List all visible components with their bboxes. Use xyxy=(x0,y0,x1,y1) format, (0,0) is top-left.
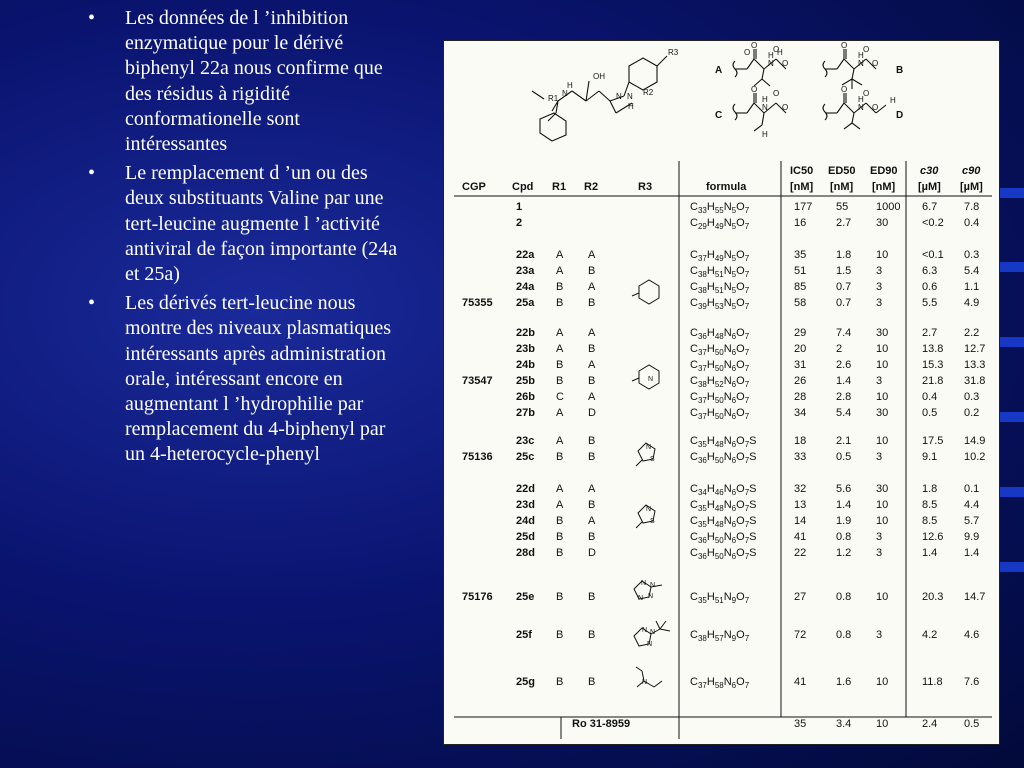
table-cell-formula: $C_{38}H_{51}N_5O_7$ xyxy=(690,265,750,280)
table-cell-r2: D xyxy=(588,407,596,419)
table-cell-formula: $C_{35}H_{51}N_9O_7$ xyxy=(690,591,750,606)
table-cell-r2: B xyxy=(588,531,596,543)
table-cell-ic50: 29 xyxy=(794,327,807,339)
table-cell-formula: $C_{36}H_{50}N_6O_7S$ xyxy=(690,531,757,546)
table-cell-ed90: 10 xyxy=(876,515,889,527)
table-cell-cpd: 24d xyxy=(516,515,535,527)
table-cell-c30: 21.8 xyxy=(922,375,944,387)
table-cell-cpd: 25d xyxy=(516,531,535,543)
table-cell-c90: 10.2 xyxy=(964,451,986,463)
bullet-item: • Le remplacement d ’un ou des deux substituants Valine par une tert-leucine augmente l ’activité antiviral de façon importante (24a et 25a) xyxy=(80,161,400,287)
table-cell-formula: $C_{37}H_{50}N_6O_7$ xyxy=(690,359,750,374)
table-cell-ed50: 0.8 xyxy=(836,531,852,543)
table-cell-c30: 6.7 xyxy=(922,201,938,213)
table-cell-ed90: 3 xyxy=(876,629,883,641)
table-cell-formula: $C_{37}H_{50}N_6O_7$ xyxy=(690,407,750,422)
table-cell-ed50: 7.4 xyxy=(836,327,852,339)
table-cell-c30: 13.8 xyxy=(922,343,944,355)
table-cell-cpd: 22a xyxy=(516,249,535,261)
table-cell-formula: $C_{38}H_{51}N_5O_7$ xyxy=(690,281,750,296)
table-cell-r1: B xyxy=(556,451,564,463)
table-cell-formula: $C_{29}H_{49}N_5O_7$ xyxy=(690,217,750,232)
table-cell-c90: 5.7 xyxy=(964,515,980,527)
table-cell-c30: 15.3 xyxy=(922,359,944,371)
table-cell-ic50: 26 xyxy=(794,375,807,387)
table-cell-ed50: 2.8 xyxy=(836,391,852,403)
table-cell-ic50: 177 xyxy=(794,201,813,213)
table-cell-ic50: 85 xyxy=(794,281,807,293)
table-cell-r1: B xyxy=(556,547,564,559)
table-cell-cpd: 25f xyxy=(516,629,532,641)
table-cell-r2: B xyxy=(588,629,596,641)
residue-atom: O xyxy=(773,45,780,54)
table-cell-ed90: 10 xyxy=(876,249,889,261)
table-cell-ic50: 35 xyxy=(794,249,807,261)
table-cell-r1: A xyxy=(556,265,564,277)
table-cell-ed50: 2 xyxy=(836,343,843,355)
table-cell-r2: A xyxy=(588,281,596,293)
residue-atom: H xyxy=(762,95,768,104)
residue-label: A xyxy=(715,65,723,76)
header-c30: c30 xyxy=(920,165,939,177)
table-cell-ic50: 32 xyxy=(794,483,807,495)
table-cell-r1: A xyxy=(556,407,564,419)
table-cell-ed50: 55 xyxy=(836,201,849,213)
table-cell-ic50: 18 xyxy=(794,435,807,447)
table-cell-cpd: 25b xyxy=(516,375,535,387)
table-cell-c90: 5.4 xyxy=(964,265,980,277)
atom-label: H xyxy=(762,130,768,139)
table-cell-c90: 0.3 xyxy=(964,249,980,261)
r3-atom: N xyxy=(646,506,652,513)
table-cell-r2: A xyxy=(588,483,596,495)
atom-label: N xyxy=(627,92,633,101)
r3-atom: N xyxy=(641,580,647,587)
table-cell-r2: D xyxy=(588,547,596,559)
table-cell-ed90: 10 xyxy=(876,391,889,403)
r3-atom: N xyxy=(648,376,654,383)
table-cell-r2: B xyxy=(588,591,596,603)
table-cell-cpd: 23c xyxy=(516,435,535,447)
r3-atom: S xyxy=(650,518,655,525)
table-cell-ed50: 5.6 xyxy=(836,483,852,495)
r3-atom: N xyxy=(650,582,656,589)
table-cell-formula: $C_{37}H_{50}N_6O_7$ xyxy=(690,343,750,358)
table-cell-r1: A xyxy=(556,483,564,495)
table-cell-ed50: 0.7 xyxy=(836,297,852,309)
table-cell-ed90: 30 xyxy=(876,327,889,339)
table-cell-r2: B xyxy=(588,343,596,355)
residue-atom: O xyxy=(863,45,870,54)
table-cell-cpd: 24b xyxy=(516,359,535,371)
header-ic50-unit: [nM] xyxy=(790,181,814,193)
table-cell-c90: 4.4 xyxy=(964,499,980,511)
table-cell-ic50: 41 xyxy=(794,676,807,688)
table-cell-r2: A xyxy=(588,359,596,371)
table-cell-formula: $C_{39}H_{53}N_5O_7$ xyxy=(690,297,750,312)
header-c90: c90 xyxy=(962,165,981,177)
table-cell-c30: 1.4 xyxy=(922,547,938,559)
bullet-item: • Les dérivés tert-leucine nous montre des niveaux plasmatiques intéressants après administration orale, intéressant encore en augmentant l ’hydrophilie par remplacement du 4-biphenyl par un 4-heterocycle-phenyl xyxy=(80,291,400,467)
residue-atom: N xyxy=(768,59,774,68)
table-cell-formula: $C_{37}H_{50}N_6O_7$ xyxy=(690,391,750,406)
table-cell-ed50: 5.4 xyxy=(836,407,852,419)
table-cell-cpd: 23b xyxy=(516,343,535,355)
compound-table-figure xyxy=(443,40,1000,745)
table-cell-formula: $C_{36}H_{48}N_6O_7$ xyxy=(690,327,750,342)
table-cell-ic50: 28 xyxy=(794,391,807,403)
r3-atom: N xyxy=(638,595,644,602)
table-cell-ic50: 22 xyxy=(794,547,807,559)
table-cell-ed50: 1.5 xyxy=(836,265,852,277)
table-cell-r1: B xyxy=(556,629,564,641)
table-cell-formula: $C_{33}H_{55}N_5O_7$ xyxy=(690,201,750,216)
atom-label: H xyxy=(628,102,634,111)
residue-atom: O xyxy=(751,41,758,50)
table-cell-r1: B xyxy=(556,591,564,603)
table-cell-ic50: 35 xyxy=(794,718,807,730)
table-cell-r1: B xyxy=(556,375,564,387)
header-ed90-unit: [nM] xyxy=(872,181,896,193)
table-cell-c90: 14.7 xyxy=(964,591,986,603)
table-cell-ed90: 3 xyxy=(876,375,883,387)
table-cell-c90: 7.6 xyxy=(964,676,980,688)
table-cell-c90: 0.2 xyxy=(964,407,980,419)
table-cell-ed90: 3 xyxy=(876,451,883,463)
table-cell-ed50: 0.8 xyxy=(836,629,852,641)
table-cell-c30: 6.3 xyxy=(922,265,938,277)
table-cell-cpd: 28d xyxy=(516,547,535,559)
table-cell-c30: 0.4 xyxy=(922,391,938,403)
table-cell-ed90: 10 xyxy=(876,591,889,603)
residue-atom: O xyxy=(841,41,848,50)
table-cell-c30: <0.2 xyxy=(922,217,944,229)
table-cell-formula: $C_{37}H_{49}N_5O_7$ xyxy=(690,249,750,264)
header-c90-unit: [µM] xyxy=(960,181,983,193)
table-cell-cpd: 26b xyxy=(516,391,535,403)
table-cell-r1: B xyxy=(556,676,564,688)
table-cell-c90: 1.4 xyxy=(964,547,980,559)
table-cell-ed90: 3 xyxy=(876,265,883,277)
table-cell-c90: 13.3 xyxy=(964,359,986,371)
table-cell-c90: 0.4 xyxy=(964,217,980,229)
table-cell-r1: A xyxy=(556,435,564,447)
table-cell-cgp: 75355 xyxy=(462,297,493,309)
table-cell-ed50: 1.4 xyxy=(836,499,852,511)
table-cell-r1: B xyxy=(556,281,564,293)
table-cell-c30: 1.8 xyxy=(922,483,938,495)
atom-label: N xyxy=(562,89,568,98)
table-cell-c90: 4.9 xyxy=(964,297,980,309)
table-cell-ic50: 72 xyxy=(794,629,807,641)
table-cell-c30: 8.5 xyxy=(922,499,938,511)
table-cell-ed50: 1.8 xyxy=(836,249,852,261)
table-cell-r1: A xyxy=(556,499,564,511)
table-cell-ed90: 10 xyxy=(876,435,889,447)
residue-label: D xyxy=(896,110,904,121)
table-cell-c30: 12.6 xyxy=(922,531,944,543)
table-cell-r1: A xyxy=(556,327,564,339)
table-cell-ed90: 30 xyxy=(876,483,889,495)
atom-label: H xyxy=(567,81,573,90)
table-cell-cgp: 73547 xyxy=(462,375,493,387)
table-cell-c30: 5.5 xyxy=(922,297,938,309)
table-cell-r1: B xyxy=(556,297,564,309)
table-cell-r2: B xyxy=(588,435,596,447)
table-cell-ed50: 0.5 xyxy=(836,451,852,463)
table-cell-c30: <0.1 xyxy=(922,249,944,261)
header-c30-unit: [µM] xyxy=(918,181,941,193)
r3-atom: S xyxy=(650,456,655,463)
table-cell-formula: $C_{37}H_{58}N_6O_7$ xyxy=(690,676,750,691)
table-cell-c30: 4.2 xyxy=(922,629,938,641)
table-cell-ic50: 14 xyxy=(794,515,807,527)
residue-atom: H xyxy=(858,95,864,104)
table-cell-ic50: 51 xyxy=(794,265,807,277)
table-cell-c30: 0.6 xyxy=(922,281,938,293)
residue-label: B xyxy=(896,65,904,76)
table-cell-ed50: 1.2 xyxy=(836,547,852,559)
table-cell-ic50: 13 xyxy=(794,499,807,511)
table-cell-ed50: 2.1 xyxy=(836,435,852,447)
table-cell-ic50: 16 xyxy=(794,217,807,229)
residue-atom: H xyxy=(858,51,864,60)
table-cell-r1: C xyxy=(556,391,564,403)
header-formula: formula xyxy=(706,181,747,193)
header-r2: R2 xyxy=(584,181,599,193)
table-cell-r2: B xyxy=(588,451,596,463)
r3-atom: N xyxy=(642,627,648,634)
table-cell-ed90: 10 xyxy=(876,718,889,730)
table-cell-ed90: 30 xyxy=(876,217,889,229)
table-cell-cpd: Ro 31-8959 xyxy=(572,718,631,730)
table-cell-r1: B xyxy=(556,515,564,527)
table-cell-r1: A xyxy=(556,343,564,355)
table-cell-cpd: 27b xyxy=(516,407,535,419)
table-cell-c30: 9.1 xyxy=(922,451,938,463)
table-cell-cpd: 1 xyxy=(516,201,523,213)
table-cell-cpd: 22d xyxy=(516,483,535,495)
table-cell-c90: 0.3 xyxy=(964,391,980,403)
table-cell-c30: 17.5 xyxy=(922,435,944,447)
table-cell-ic50: 58 xyxy=(794,297,807,309)
table-cell-cpd: 24a xyxy=(516,281,535,293)
table-cell-cpd: 23a xyxy=(516,265,535,277)
table-cell-formula: $C_{36}H_{50}N_6O_7S$ xyxy=(690,451,757,466)
table-cell-ic50: 41 xyxy=(794,531,807,543)
table-cell-ed50: 3.4 xyxy=(836,718,852,730)
table-cell-c90: 7.8 xyxy=(964,201,980,213)
table-cell-ed50: 2.6 xyxy=(836,359,852,371)
table-cell-r2: B xyxy=(588,499,596,511)
residue-atom: O xyxy=(863,89,870,98)
header-ed90: ED90 xyxy=(870,165,898,177)
table-cell-r2: A xyxy=(588,391,596,403)
table-cell-c90: 4.6 xyxy=(964,629,980,641)
table-cell-ed50: 1.9 xyxy=(836,515,852,527)
r3-atom: N xyxy=(642,679,648,686)
table-cell-formula: $C_{38}H_{57}N_9O_7$ xyxy=(690,629,750,644)
table-cell-formula: $C_{34}H_{46}N_6O_7S$ xyxy=(690,483,757,498)
table-cell-ed50: 1.4 xyxy=(836,375,852,387)
residue-atom: O xyxy=(773,89,780,98)
residue-atom: N xyxy=(762,103,768,112)
table-cell-c30: 0.5 xyxy=(922,407,938,419)
table-cell-cgp: 75136 xyxy=(462,451,493,463)
table-cell-ed90: 30 xyxy=(876,407,889,419)
table-cell-cpd: 25c xyxy=(516,451,535,463)
atom-label: O xyxy=(744,48,751,57)
table-cell-ic50: 33 xyxy=(794,451,807,463)
table-cell-ed50: 0.8 xyxy=(836,591,852,603)
table-cell-ed90: 3 xyxy=(876,531,883,543)
table-cell-cpd: 2 xyxy=(516,217,523,229)
table-cell-ed90: 10 xyxy=(876,359,889,371)
table-cell-r2: A xyxy=(588,327,596,339)
residue-atom: O xyxy=(751,85,758,94)
r3-atom: N xyxy=(650,629,656,636)
header-r1: R1 xyxy=(552,181,567,193)
table-cell-formula: $C_{38}H_{52}N_6O_7$ xyxy=(690,375,750,390)
table-cell-r2: B xyxy=(588,297,596,309)
header-ed50-unit: [nM] xyxy=(830,181,854,193)
table-cell-ed90: 3 xyxy=(876,547,883,559)
table-cell-c90: 0.1 xyxy=(964,483,980,495)
table-cell-cpd: 23d xyxy=(516,499,535,511)
table-cell-c90: 1.1 xyxy=(964,281,980,293)
table-cell-ic50: 20 xyxy=(794,343,807,355)
table-cell-ed90: 10 xyxy=(876,676,889,688)
header-cgp: CGP xyxy=(462,181,486,193)
header-ed50: ED50 xyxy=(828,165,856,177)
table-cell-c30: 8.5 xyxy=(922,515,938,527)
table-cell-cgp: 75176 xyxy=(462,591,493,603)
residue-atom: N xyxy=(858,59,864,68)
residue-atom: N xyxy=(858,103,864,112)
header-r3: R3 xyxy=(638,181,653,193)
table-cell-c30: 20.3 xyxy=(922,591,944,603)
table-cell-r2: A xyxy=(588,249,596,261)
table-cell-c30: 11.8 xyxy=(922,676,943,688)
table-cell-r2: A xyxy=(588,515,596,527)
table-cell-formula: $C_{35}H_{48}N_6O_7S$ xyxy=(690,499,757,514)
table-cell-ic50: 27 xyxy=(794,591,807,603)
residue-atom: H xyxy=(890,96,896,105)
table-cell-c90: 12.7 xyxy=(964,343,986,355)
table-cell-c90: 31.8 xyxy=(964,375,986,387)
table-cell-ed50: 1.6 xyxy=(836,676,852,688)
bullet-list xyxy=(80,6,400,472)
residue-atom: O xyxy=(782,59,789,68)
residue-atom: O xyxy=(841,85,848,94)
table-cell-c90: 0.5 xyxy=(964,718,980,730)
header-cpd: Cpd xyxy=(512,181,534,193)
table-cell-c90: 2.2 xyxy=(964,327,980,339)
table-cell-ed90: 1000 xyxy=(876,201,901,213)
atom-label: R2 xyxy=(643,88,654,97)
table-cell-ed50: 2.7 xyxy=(836,217,852,229)
r3-atom: N xyxy=(648,593,654,600)
table-cell-ic50: 31 xyxy=(794,359,807,371)
table-cell-c30: 2.7 xyxy=(922,327,938,339)
table-cell-r1: B xyxy=(556,359,564,371)
residue-atom: O xyxy=(872,59,879,68)
table-cell-cpd: 25a xyxy=(516,297,535,309)
residue-atom: O xyxy=(872,103,879,112)
table-cell-ic50: 34 xyxy=(794,407,807,419)
atom-label: N xyxy=(616,92,622,101)
table-cell-formula: $C_{35}H_{48}N_6O_7S$ xyxy=(690,435,757,450)
table-cell-cpd: 25e xyxy=(516,591,535,603)
table-cell-ed90: 10 xyxy=(876,343,889,355)
table-cell-c90: 14.9 xyxy=(964,435,986,447)
table-cell-r2: B xyxy=(588,375,596,387)
bullet-item: • Les données de l ’inhibition enzymatique pour le dérivé biphenyl 22a nous confirme que des résidus à rigidité conformationelle sont intéressantes xyxy=(80,6,400,157)
atom-label: OH xyxy=(593,72,605,81)
atom-label: H xyxy=(777,48,783,57)
atom-label: R3 xyxy=(668,48,679,57)
table-cell-formula: $C_{35}H_{48}N_6O_7S$ xyxy=(690,515,757,530)
table-cell-ed90: 10 xyxy=(876,499,889,511)
r3-atom: N xyxy=(647,641,653,648)
table-cell-cpd: 22b xyxy=(516,327,535,339)
table-cell-ed50: 0.7 xyxy=(836,281,852,293)
r3-atom: N xyxy=(646,444,652,451)
table-cell-cpd: 25g xyxy=(516,676,535,688)
table-cell-formula: $C_{36}H_{50}N_6O_7S$ xyxy=(690,547,757,562)
header-ic50: IC50 xyxy=(790,165,814,177)
table-cell-ed90: 3 xyxy=(876,297,883,309)
table-cell-r2: B xyxy=(588,265,596,277)
table-cell-r1: B xyxy=(556,531,564,543)
residue-atom: O xyxy=(782,103,789,112)
table-cell-c90: 9.9 xyxy=(964,531,980,543)
residue-label: C xyxy=(715,110,723,121)
atom-label: R1 xyxy=(548,94,559,103)
table-cell-r1: A xyxy=(556,249,564,261)
table-cell-c30: 2.4 xyxy=(922,718,938,730)
residue-atom: H xyxy=(768,51,774,60)
table-cell-ed90: 3 xyxy=(876,281,883,293)
table-cell-r2: B xyxy=(588,676,596,688)
